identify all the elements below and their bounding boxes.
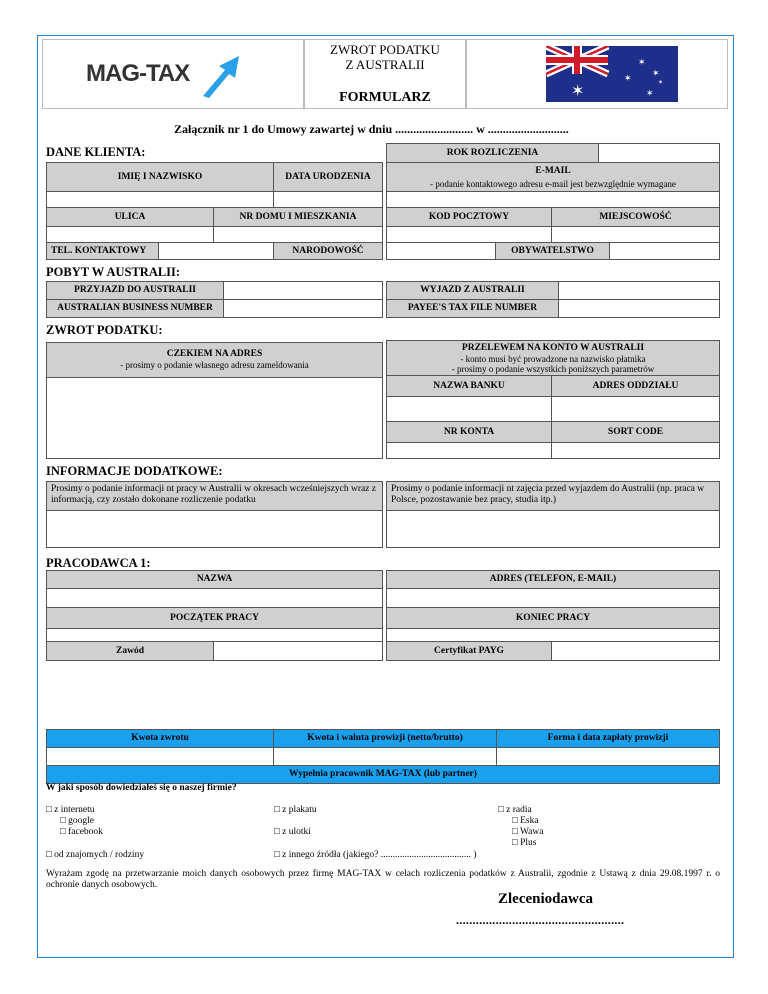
- miejscowosc-label: MIEJSCOWOŚĆ: [551, 207, 720, 227]
- wyjazd-label: WYJAZD Z AUSTRALII: [386, 281, 559, 300]
- form-title: FORMULARZ: [339, 90, 431, 105]
- email-field[interactable]: [386, 191, 720, 208]
- tel-field[interactable]: [158, 242, 274, 260]
- bank-field[interactable]: [386, 396, 552, 422]
- opt-ulotki[interactable]: □ z ulotki: [274, 827, 311, 837]
- zawod-field[interactable]: [213, 641, 383, 661]
- ulica-field[interactable]: [46, 226, 214, 243]
- rok-field[interactable]: [598, 143, 720, 163]
- data-urodzenia-field[interactable]: [273, 191, 383, 208]
- consent-text: Wyrażam zgodę na przetwarzanie moich danych osobowych przez firmę MAG-TAX w celach rozliczenia podatków z Australii, zgodnie z Ustawą z dnia 29.08.1997 r. o ochronie danych osobowych.: [46, 869, 720, 891]
- section-stay: POBYT W AUSTRALII:: [46, 265, 181, 279]
- svg-text:✶: ✶: [646, 89, 654, 99]
- svg-text:✶: ✶: [658, 79, 664, 86]
- payg-field[interactable]: [551, 641, 720, 661]
- koniec-field[interactable]: [386, 628, 720, 642]
- header-title-line2: Z AUSTRALII: [345, 57, 425, 72]
- opt-google[interactable]: □ google: [60, 816, 94, 826]
- przyjazd-field[interactable]: [223, 281, 383, 300]
- bank-label: NAZWA BANKU: [386, 375, 552, 397]
- opt-plakat[interactable]: □ z plakatu: [274, 805, 317, 815]
- przelew-note2: - prosimy o podanie wszystkich poniższych parametrów: [451, 364, 655, 374]
- opt-facebook[interactable]: □ facebook: [60, 827, 103, 837]
- annex-line: Załącznik nr 1 do Umowy zawartej w dniu .......................... w ...........................: [174, 122, 569, 136]
- additional-left-label: Prosimy o podanie informacji nt pracy w Australii w okresach wcześniejszych wraz z informacją, czy zostało dokonane rozliczenie podatku: [46, 481, 383, 511]
- przelew-label-box: [386, 340, 720, 376]
- ulica-label: ULICA: [46, 207, 214, 227]
- wypelnia-label: Wypełnia pracownik MAG-TAX (lub partner): [46, 765, 720, 784]
- przelew-label: PRZELEWEM NA KONTO W AUSTRALII: [461, 343, 645, 353]
- pracodawca-nazwa-label: NAZWA: [46, 570, 383, 589]
- svg-text:✶: ✶: [638, 58, 646, 68]
- czek-label: CZEKIEM NA ADRES: [166, 349, 263, 359]
- forma-platnosci-label: Forma i data zapłaty prowizji: [496, 729, 720, 748]
- narodowosc-field[interactable]: [386, 242, 496, 260]
- tfn-field[interactable]: [558, 299, 720, 318]
- forma-platnosci-field[interactable]: [496, 747, 720, 766]
- poczatek-field[interactable]: [46, 628, 383, 642]
- koniec-label: KONIEC PRACY: [386, 607, 720, 629]
- czek-note: - prosimy o podanie własnego adresu zameldowania: [120, 360, 309, 370]
- svg-text:✶: ✶: [652, 69, 660, 79]
- tfn-label: PAYEE'S TAX FILE NUMBER: [386, 299, 559, 318]
- oddzial-label: ADRES ODDZIAŁU: [551, 375, 720, 397]
- signature-label: Zleceniodawca: [498, 891, 593, 907]
- additional-right-field[interactable]: [386, 510, 720, 548]
- opt-inne[interactable]: □ z innego źródła (jakiego? ...................................... ): [274, 850, 477, 860]
- sort-field[interactable]: [551, 442, 720, 459]
- logo-arrow-icon: [195, 54, 245, 98]
- abn-label: AUSTRALIAN BUSINESS NUMBER: [46, 299, 224, 318]
- oddzial-field[interactable]: [551, 396, 720, 422]
- opt-plus[interactable]: □ Plus: [512, 838, 537, 848]
- header-title-box: [304, 39, 466, 109]
- svg-text:✶: ✶: [624, 74, 632, 84]
- header-flag-box: [466, 39, 728, 109]
- narodowosc-label: NARODOWOŚĆ: [273, 242, 383, 260]
- konto-field[interactable]: [386, 442, 552, 459]
- pracodawca-nazwa-field[interactable]: [46, 588, 383, 608]
- opt-eska[interactable]: □ Eska: [512, 816, 539, 826]
- opt-radio[interactable]: □ z radia: [498, 805, 532, 815]
- konto-label: NR KONTA: [386, 421, 552, 443]
- abn-field[interactable]: [223, 299, 383, 318]
- prowizja-field[interactable]: [273, 747, 497, 766]
- signature-line[interactable]: ...................................................: [456, 913, 625, 927]
- header-title-line1: ZWROT PODATKU: [330, 42, 440, 57]
- pracodawca-adres-label: ADRES (TELEFON, E-MAIL): [386, 570, 720, 589]
- miejscowosc-field[interactable]: [551, 226, 720, 243]
- email-note: - podanie kontaktowego adresu e-mail jest bezwzględnie wymagane: [430, 179, 676, 189]
- nr-domu-field[interactable]: [213, 226, 383, 243]
- czek-address-field[interactable]: [46, 377, 383, 459]
- wyjazd-field[interactable]: [558, 281, 720, 300]
- email-label: E-MAIL: [535, 166, 571, 176]
- sort-label: SORT CODE: [551, 421, 720, 443]
- additional-left-field[interactable]: [46, 510, 383, 548]
- kwota-zwrotu-field[interactable]: [46, 747, 274, 766]
- survey-question: W jaki sposób dowiedziałeś się o naszej firmie?: [46, 783, 237, 793]
- logo: [83, 56, 263, 100]
- opt-wawa[interactable]: □ Wawa: [512, 827, 544, 837]
- nr-domu-label: NR DOMU I MIESZKANIA: [213, 207, 383, 227]
- rok-label: ROK ROZLICZENIA: [386, 143, 599, 163]
- obywatelstwo-field[interactable]: [609, 242, 720, 260]
- imie-label: IMIĘ I NAZWISKO: [46, 162, 274, 192]
- section-client: DANE KLIENTA:: [46, 145, 146, 159]
- zawod-label: Zawód: [46, 641, 214, 661]
- pracodawca-adres-field[interactable]: [386, 588, 720, 608]
- prowizja-label: Kwota i waluta prowizji (netto/brutto): [273, 729, 497, 748]
- section-additional: INFORMACJE DODATKOWE:: [46, 464, 223, 478]
- obywatelstwo-label: OBYWATELSTWO: [495, 242, 610, 260]
- additional-right-label: Prosimy o podanie informacji nt zajęcia przed wyjazdem do Australii (np. praca w Polsce, pozostawanie bez pracy, studia itp.): [386, 481, 720, 511]
- section-employer: PRACODAWCA 1:: [46, 556, 151, 570]
- kod-label: KOD POCZTOWY: [386, 207, 552, 227]
- czek-label-box: [46, 342, 383, 378]
- australian-flag-icon: [546, 46, 678, 102]
- imie-field[interactable]: [46, 191, 274, 208]
- tel-label: TEL. KONTAKTOWY: [46, 242, 159, 260]
- data-urodzenia-label: DATA URODZENIA: [273, 162, 383, 192]
- przyjazd-label: PRZYJAZD DO AUSTRALII: [46, 281, 224, 300]
- poczatek-label: POCZĄTEK PRACY: [46, 607, 383, 629]
- przelew-note1: - konto musi być prowadzone na nazwisko płatnika: [460, 354, 646, 364]
- kod-field[interactable]: [386, 226, 552, 243]
- svg-text:✶: ✶: [571, 81, 585, 100]
- kwota-zwrotu-label: Kwota zwrotu: [46, 729, 274, 748]
- opt-znajomi[interactable]: □ od znajomych / rodziny: [46, 850, 145, 860]
- opt-internet[interactable]: □ z internetu: [46, 805, 95, 815]
- header-logo-box: [42, 39, 304, 109]
- email-label-box: [386, 162, 720, 192]
- logo-text: MAG-TAX: [86, 60, 190, 87]
- payg-label: Certyfikat PAYG: [386, 641, 552, 661]
- section-refund: ZWROT PODATKU:: [46, 323, 163, 337]
